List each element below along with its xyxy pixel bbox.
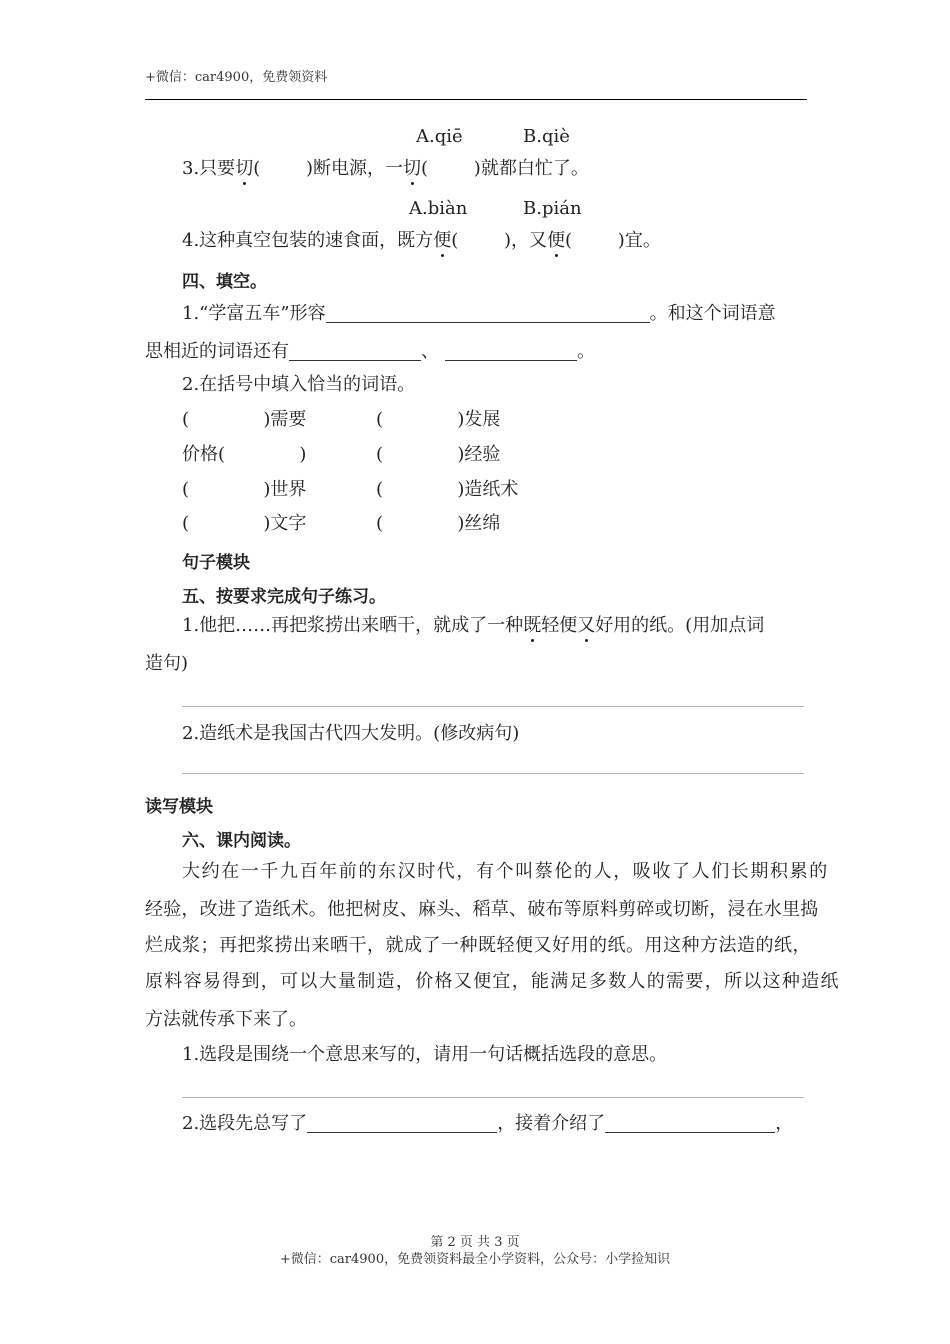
q4-option-a: A.biàn [409, 198, 468, 219]
q4-dotted-char-1: 便 [433, 230, 452, 251]
section6-q2 [182, 1112, 793, 1136]
section4-q1-end: 。 [577, 341, 595, 362]
fill-pair-item: ( )文字 [182, 513, 307, 534]
page-number: 第 2 页 共 3 页 [430, 1235, 520, 1250]
q3-sentence [182, 157, 589, 181]
reading-module-title: 读写模块 [145, 797, 213, 817]
q3-mid: ( )断电源，一 [253, 158, 404, 179]
q3-before: 3.只要 [182, 158, 236, 179]
fill-pair-item: 价格( ) [182, 444, 307, 465]
fill-pair-item: ( )丝绵 [376, 513, 501, 534]
answer-blank[interactable] [605, 1114, 775, 1133]
passage-line: 烂成浆；再把浆捞出来晒干，就成了一种既轻便又好用的纸。用这种方法造的纸， [145, 935, 811, 956]
section5-dotted-char-2: 又 [577, 615, 596, 636]
passage-line: 大约在一千九百年前的东汉时代，有个叫蔡伦的人，吸收了人们长期积累的 [182, 861, 829, 882]
section4-title: 四、填空。 [182, 272, 267, 292]
section4-q1-part1: 1.“学富五车”形容 [182, 303, 326, 324]
q4-sentence [182, 229, 661, 253]
section5-q1-before: 1.他把……再把浆捞出来晒干，就成了一种 [182, 615, 524, 636]
q4-dotted-char-2: 便 [547, 230, 566, 251]
header-text: +微信：car4900，免费领资料 [145, 70, 328, 85]
q4-option-b: B.pián [523, 198, 582, 219]
q3-option-a: A.qiē [416, 126, 463, 147]
section6-q2-end: ， [775, 1113, 794, 1134]
section6-q2-part1: 2.选段先总写了 [182, 1113, 308, 1134]
answer-blank[interactable] [289, 342, 421, 361]
q4-after: ( )宜。 [565, 230, 661, 251]
fill-pair-item: ( )造纸术 [376, 479, 519, 500]
section4-q1-sep: 、 [421, 341, 439, 362]
answer-line[interactable] [182, 773, 804, 774]
fill-pair-item: ( )发展 [376, 409, 501, 430]
q4-before: 4.这种真空包装的速食面，既方 [182, 230, 434, 251]
section4-q1-line2 [145, 340, 595, 364]
section4-q1-line1 [182, 302, 776, 326]
passage-line: 原料容易得到，可以大量制造，价格又便宜，能满足多数人的需要，所以这种造纸 [145, 971, 840, 992]
section5-q1-after: 好用的纸。(用加点词 [595, 615, 765, 636]
section5-q1-line2: 造句) [145, 653, 189, 674]
q3-dotted-char-2: 切 [403, 158, 422, 179]
q4-mid: ( )，又 [451, 230, 548, 251]
section4-q2: 2.在括号中填入恰当的词语。 [182, 374, 416, 395]
passage-line: 方法就传承下来了。 [145, 1009, 307, 1030]
answer-line[interactable] [182, 706, 804, 707]
section5-q1-line1 [182, 614, 764, 638]
passage-line: 经验，改进了造纸术。他把树皮、麻头、稻草、破布等原料剪碎或切断，浸在水里捣 [145, 899, 819, 920]
fill-pair-item: ( )经验 [376, 444, 501, 465]
q3-dotted-char-1: 切 [235, 158, 254, 179]
q3-option-b: B.qiè [523, 126, 570, 147]
section6-q1: 1.选段是围绕一个意思来写的，请用一句话概括选段的意思。 [182, 1044, 668, 1065]
fill-pair-item: ( )需要 [182, 409, 307, 430]
answer-blank[interactable] [445, 342, 577, 361]
fill-pair-item: ( )世界 [182, 479, 307, 500]
answer-blank[interactable] [326, 304, 650, 323]
section6-q2-part2: ，接着介绍了 [497, 1113, 606, 1134]
section5-title: 五、按要求完成句子练习。 [182, 587, 386, 607]
section5-q1-mid: 轻便 [541, 615, 578, 636]
section4-q1-line2a: 思相近的词语还有 [145, 341, 289, 362]
section6-title: 六、课内阅读。 [182, 831, 301, 851]
section5-q2: 2.造纸术是我国古代四大发明。(修改病句) [182, 723, 520, 744]
answer-line[interactable] [182, 1097, 804, 1098]
section4-q1-part2: 。和这个词语意 [649, 303, 776, 324]
q3-after: ( )就都白忙了。 [421, 158, 589, 179]
answer-blank[interactable] [307, 1114, 497, 1133]
header-divider [145, 99, 807, 100]
sentence-module-title: 句子模块 [182, 553, 250, 573]
footer-text: +微信：car4900，免费领资料最全小学资料，公众号：小学捡知识 [279, 1252, 671, 1267]
section5-dotted-char-1: 既 [523, 615, 542, 636]
